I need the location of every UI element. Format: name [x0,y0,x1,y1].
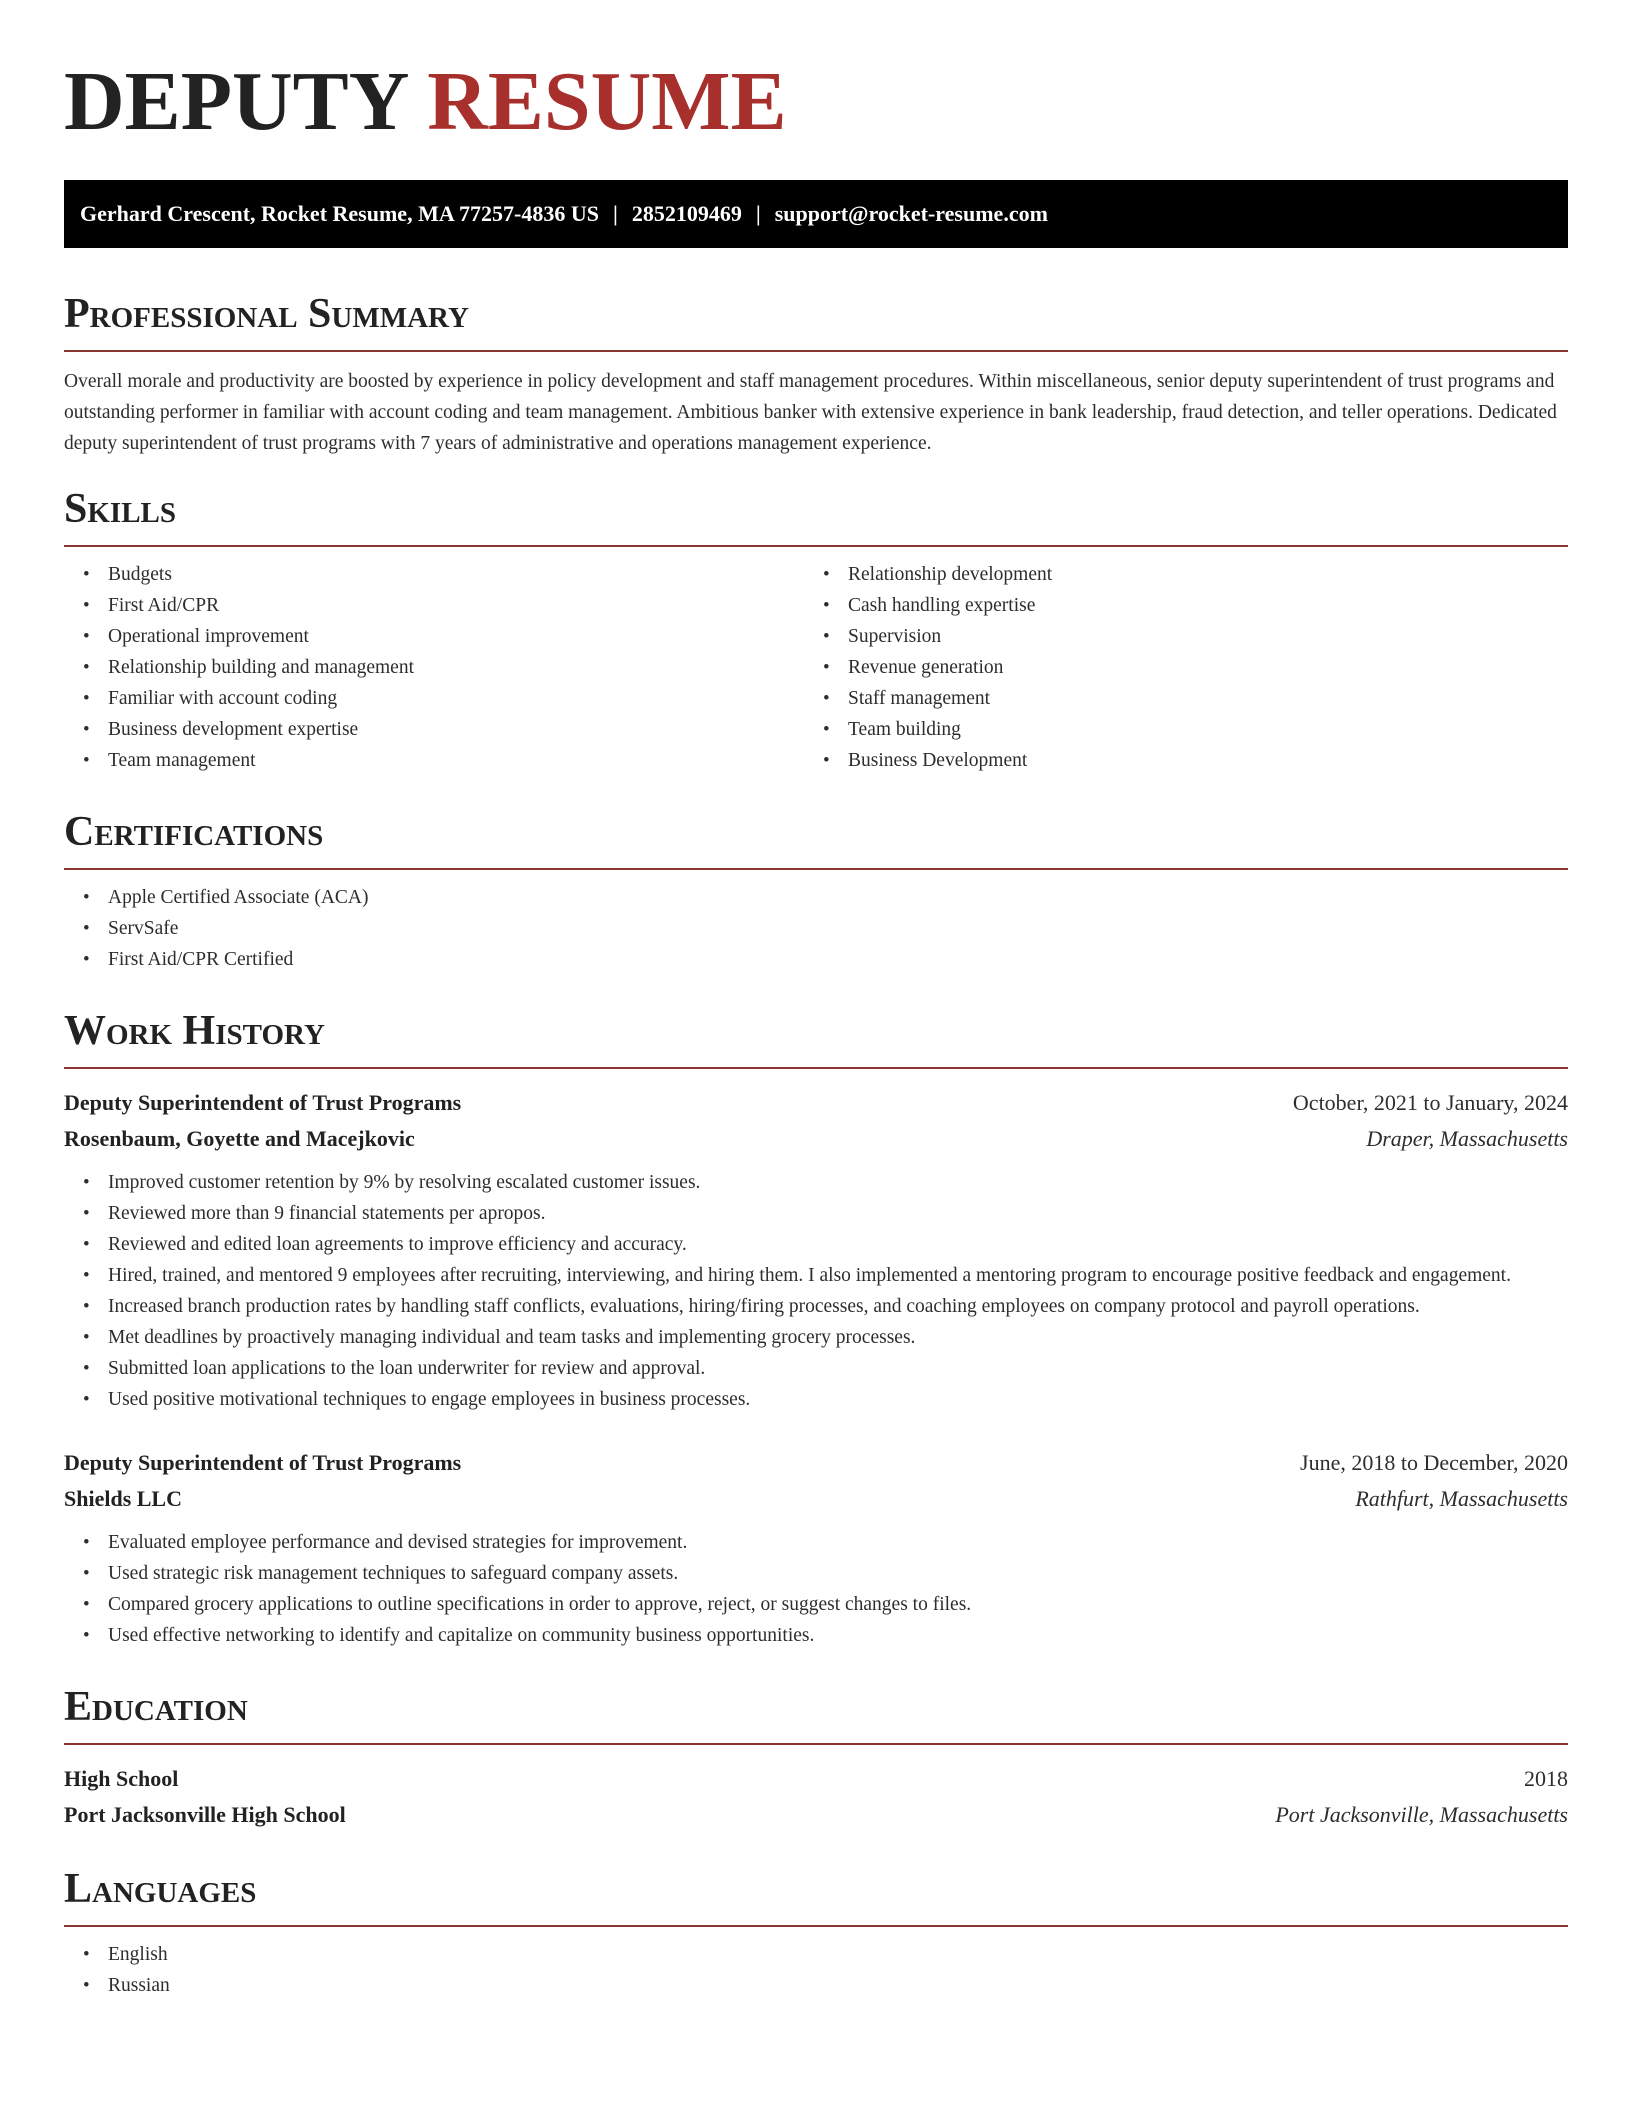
resume-title [64,52,1568,152]
skills-list [64,547,1568,776]
contact-bar [64,180,1568,248]
job-duty-item: • Reviewed more than 9 financial statements per apropos. [108,1198,1568,1229]
summary-text: Overall morale and productivity are boosted by experience in policy development and staff management procedures. Within miscellaneous, senior deputy superintendent of trust programs and outstanding performer in familiar with account coding and team management. Ambitious banker with extensive experience in bank leadership, fraud detection, and teller operations. Dedicated deputy superintendent of trust programs with 7 years of administrative and operations management experience. [64,371,1557,454]
contact-email: support@rocket-resume.com [774,201,1048,226]
job-duty-item: • Used effective networking to identify and capitalize on community business opportunities. [108,1620,1568,1651]
languages-heading: Languages [64,1861,1568,1927]
skill-item: • Revenue generation [848,652,1544,683]
job-title: Deputy Superintendent of Trust Programs [64,1090,462,1115]
job-header-row [64,1445,1568,1481]
job-company-row [64,1121,1568,1157]
certifications-heading: Certifications [64,804,1568,870]
job-entry [64,1085,1568,1415]
job-dates: June, 2018 to December, 2020 [1300,1450,1568,1475]
education-school: Port Jacksonville High School [64,1802,346,1827]
job-title: Deputy Superintendent of Trust Programs [64,1450,462,1475]
job-duties-list [64,1527,1568,1651]
job-duty-item: • Used positive motivational techniques to engage employees in business processes. [108,1384,1568,1415]
job-company: Rosenbaum, Goyette and Macejkovic [64,1126,415,1151]
languages-list [64,1939,1568,2001]
skill-item: • Supervision [848,621,1544,652]
education-heading: Education [64,1679,1568,1745]
certification-item: • Apple Certified Associate (ACA) [108,882,1568,913]
job-duty-item: • Submitted loan applications to the loan underwriter for review and approval. [108,1353,1568,1384]
skills-left-list [64,559,804,776]
skill-item: • Operational improvement [108,621,804,652]
skill-item: • Business Development [848,745,1544,776]
skills-column-left [64,547,804,776]
contact-address: Gerhard Crescent, Rocket Resume, MA 77257-4836 US [80,201,599,226]
job-duty-item: • Met deadlines by proactively managing individual and team tasks and implementing grocery processes. [108,1322,1568,1353]
language-item: • Russian [108,1970,1568,2001]
skill-item: • Budgets [108,559,804,590]
job-duty-item: • Increased branch production rates by handling staff conflicts, evaluations, hiring/firing processes, and coaching employees on company protocol and payroll operations. [108,1291,1568,1322]
job-duty-item: • Used strategic risk management techniques to safeguard company assets. [108,1558,1568,1589]
skill-item: • Relationship development [848,559,1544,590]
job-location: Rathfurt, Massachusetts [1355,1486,1568,1511]
education-school-row [64,1797,1568,1833]
education-location: Port Jacksonville, Massachusetts [1275,1802,1568,1827]
skills-right-list [804,559,1544,776]
job-duty-item: • Compared grocery applications to outline specifications in order to approve, reject, or suggest changes to files. [108,1589,1568,1620]
skills-heading: Skills [64,481,1568,547]
job-duty-item: • Improved customer retention by 9% by resolving escalated customer issues. [108,1167,1568,1198]
job-dates: October, 2021 to January, 2024 [1292,1090,1568,1115]
job-duty-item: • Evaluated employee performance and devised strategies for improvement. [108,1527,1568,1558]
summary-heading: Professional Summary [64,286,1568,352]
language-item: • English [108,1939,1568,1970]
job-duty-item: • Reviewed and edited loan agreements to improve efficiency and accuracy. [108,1229,1568,1260]
job-company-row [64,1481,1568,1517]
skill-item: • Relationship building and management [108,652,804,683]
contact-phone: 2852109469 [631,201,742,226]
title-part1: DEPUTY [64,55,407,148]
skill-item: • Team building [848,714,1544,745]
job-header-row [64,1085,1568,1121]
contact-separator: | [612,201,618,226]
skills-column-right [804,547,1544,776]
certification-item: • First Aid/CPR Certified [108,944,1568,975]
education-entry [64,1761,1568,1833]
job-duties-list [64,1167,1568,1415]
title-part2: RESUME [427,55,787,148]
job-location: Draper, Massachusetts [1366,1126,1568,1151]
education-degree-row [64,1761,1568,1797]
skill-item: • Business development expertise [108,714,804,745]
certification-item: • ServSafe [108,913,1568,944]
skill-item: • Staff management [848,683,1544,714]
work-history-heading: Work History [64,1003,1568,1069]
certifications-list [64,882,1568,975]
skill-item: • First Aid/CPR [108,590,804,621]
job-duty-item: • Hired, trained, and mentored 9 employees after recruiting, interviewing, and hiring them. I also implemented a mentoring program to encourage positive feedback and engagement. [108,1260,1568,1291]
contact-separator: | [755,201,761,226]
skill-item: • Team management [108,745,804,776]
skill-item: • Familiar with account coding [108,683,804,714]
education-degree: High School [64,1766,179,1791]
skill-item: • Cash handling expertise [848,590,1544,621]
job-company: Shields LLC [64,1486,182,1511]
education-year: 2018 [1524,1766,1568,1791]
job-entry [64,1445,1568,1651]
